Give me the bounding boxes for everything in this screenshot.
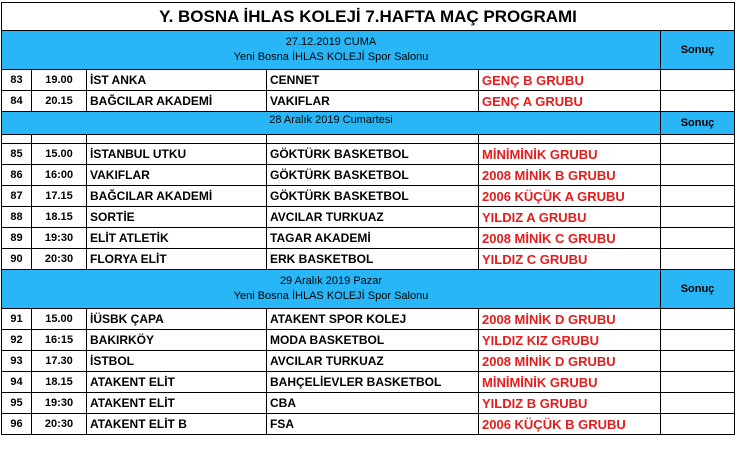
group-name: MİNİMİNİK GRUBU <box>479 144 661 165</box>
match-time: 16:15 <box>32 330 87 351</box>
match-number: 93 <box>2 351 32 372</box>
match-time: 17.30 <box>32 351 87 372</box>
match-number: 96 <box>2 414 32 435</box>
match-number: 90 <box>2 249 32 270</box>
match-time: 15.00 <box>32 309 87 330</box>
match-number: 83 <box>2 70 32 91</box>
home-team: ATAKENT ELİT B <box>87 414 267 435</box>
group-name: GENÇ A GRUBU <box>479 91 661 112</box>
away-team: GÖKTÜRK BASKETBOL <box>267 165 479 186</box>
group-name: GENÇ B GRUBU <box>479 70 661 91</box>
match-number: 88 <box>2 207 32 228</box>
away-team: GÖKTÜRK BASKETBOL <box>267 186 479 207</box>
match-time: 18.15 <box>32 372 87 393</box>
away-team: MODA BASKETBOL <box>267 330 479 351</box>
away-team: FSA <box>267 414 479 435</box>
spacer-cell <box>479 135 661 144</box>
day-date: 29 Aralık 2019 Pazar <box>279 275 383 287</box>
home-team: ELİT ATLETİK <box>87 228 267 249</box>
match-row <box>2 207 735 228</box>
match-number: 94 <box>2 372 32 393</box>
result-cell[interactable] <box>661 249 735 270</box>
spacer-cell <box>87 135 267 144</box>
match-time: 15.00 <box>32 144 87 165</box>
result-cell[interactable] <box>661 207 735 228</box>
match-time: 19:30 <box>32 228 87 249</box>
match-time: 19.00 <box>32 70 87 91</box>
match-number: 84 <box>2 91 32 112</box>
result-header: Sonuç <box>661 270 735 309</box>
away-team: TAGAR AKADEMİ <box>267 228 479 249</box>
result-cell[interactable] <box>661 414 735 435</box>
match-row <box>2 91 735 112</box>
spacer-cell <box>2 135 32 144</box>
result-cell[interactable] <box>661 228 735 249</box>
away-team: GÖKTÜRK BASKETBOL <box>267 144 479 165</box>
match-time: 18.15 <box>32 207 87 228</box>
result-header: Sonuç <box>661 112 735 135</box>
home-team: FLORYA ELİT <box>87 249 267 270</box>
group-name: 2006 KÜÇÜK B GRUBU <box>479 414 661 435</box>
match-row <box>2 372 735 393</box>
result-cell[interactable] <box>661 309 735 330</box>
result-cell[interactable] <box>661 372 735 393</box>
group-name: 2006 KÜÇÜK A GRUBU <box>479 186 661 207</box>
match-row <box>2 70 735 91</box>
match-number: 87 <box>2 186 32 207</box>
match-number: 89 <box>2 228 32 249</box>
away-team: CENNET <box>267 70 479 91</box>
home-team: BAKIRKÖY <box>87 330 267 351</box>
spacer-cell <box>661 135 735 144</box>
home-team: BAĞCILAR AKADEMİ <box>87 186 267 207</box>
day-header-row <box>2 112 735 135</box>
result-cell[interactable] <box>661 165 735 186</box>
day-date: 27.12.2019 CUMA <box>285 36 377 48</box>
match-row <box>2 393 735 414</box>
spacer-cell <box>267 135 479 144</box>
group-name: 2008 MİNİK D GRUBU <box>479 351 661 372</box>
home-team: İÜSBK ÇAPA <box>87 309 267 330</box>
match-time: 20:30 <box>32 414 87 435</box>
group-name: YILDIZ A GRUBU <box>479 207 661 228</box>
match-row <box>2 351 735 372</box>
match-row <box>2 144 735 165</box>
home-team: SORTİE <box>87 207 267 228</box>
day-header-row <box>2 270 735 309</box>
match-number: 95 <box>2 393 32 414</box>
home-team: İST ANKA <box>87 70 267 91</box>
match-row <box>2 249 735 270</box>
match-row <box>2 186 735 207</box>
group-name: YILDIZ KIZ GRUBU <box>479 330 661 351</box>
result-cell[interactable] <box>661 70 735 91</box>
home-team: ATAKENT ELİT <box>87 372 267 393</box>
match-number: 85 <box>2 144 32 165</box>
home-team: BAĞCILAR AKADEMİ <box>87 91 267 112</box>
away-team: BAHÇELİEVLER BASKETBOL <box>267 372 479 393</box>
spacer-cell <box>32 135 87 144</box>
spacer-row <box>2 135 735 144</box>
match-row <box>2 330 735 351</box>
day-venue: Yeni Bosna İHLAS KOLEJİ Spor Salonu <box>233 290 429 302</box>
home-team: İSTANBUL UTKU <box>87 144 267 165</box>
match-number: 91 <box>2 309 32 330</box>
home-team: VAKIFLAR <box>87 165 267 186</box>
group-name: 2008 MİNİK C GRUBU <box>479 228 661 249</box>
group-name: YILDIZ B GRUBU <box>479 393 661 414</box>
group-name: YILDIZ C GRUBU <box>479 249 661 270</box>
match-time: 17.15 <box>32 186 87 207</box>
away-team: AVCILAR TURKUAZ <box>267 351 479 372</box>
away-team: ERK BASKETBOL <box>267 249 479 270</box>
match-row <box>2 165 735 186</box>
match-time: 16:00 <box>32 165 87 186</box>
match-number: 86 <box>2 165 32 186</box>
day-header-row <box>2 31 735 70</box>
match-row <box>2 228 735 249</box>
result-cell[interactable] <box>661 351 735 372</box>
result-cell[interactable] <box>661 186 735 207</box>
away-team: ATAKENT SPOR KOLEJ <box>267 309 479 330</box>
day-venue: Yeni Bosna İHLAS KOLEJİ Spor Salonu <box>233 51 429 63</box>
result-cell[interactable] <box>661 330 735 351</box>
group-name: 2008 MİNİK B GRUBU <box>479 165 661 186</box>
match-row <box>2 309 735 330</box>
result-header: Sonuç <box>661 31 735 70</box>
result-cell[interactable] <box>661 393 735 414</box>
day-header <box>2 31 661 70</box>
away-team: AVCILAR TURKUAZ <box>267 207 479 228</box>
match-time: 20:30 <box>32 249 87 270</box>
match-time: 19:30 <box>32 393 87 414</box>
page-title: Y. BOSNA İHLAS KOLEJİ 7.HAFTA MAÇ PROGRAMI <box>2 3 735 31</box>
group-name: MİNİMİNİK GRUBU <box>479 372 661 393</box>
home-team: İSTBOL <box>87 351 267 372</box>
result-cell[interactable] <box>661 144 735 165</box>
day-date: 28 Aralık 2019 Cumartesi <box>269 114 393 126</box>
result-cell[interactable] <box>661 91 735 112</box>
schedule-table <box>1 2 735 435</box>
match-number: 92 <box>2 330 32 351</box>
match-time: 20.15 <box>32 91 87 112</box>
group-name: 2008 MİNİK D GRUBU <box>479 309 661 330</box>
home-team: ATAKENT ELİT <box>87 393 267 414</box>
day-header <box>2 112 661 135</box>
day-header <box>2 270 661 309</box>
away-team: VAKIFLAR <box>267 91 479 112</box>
away-team: CBA <box>267 393 479 414</box>
match-row <box>2 414 735 435</box>
